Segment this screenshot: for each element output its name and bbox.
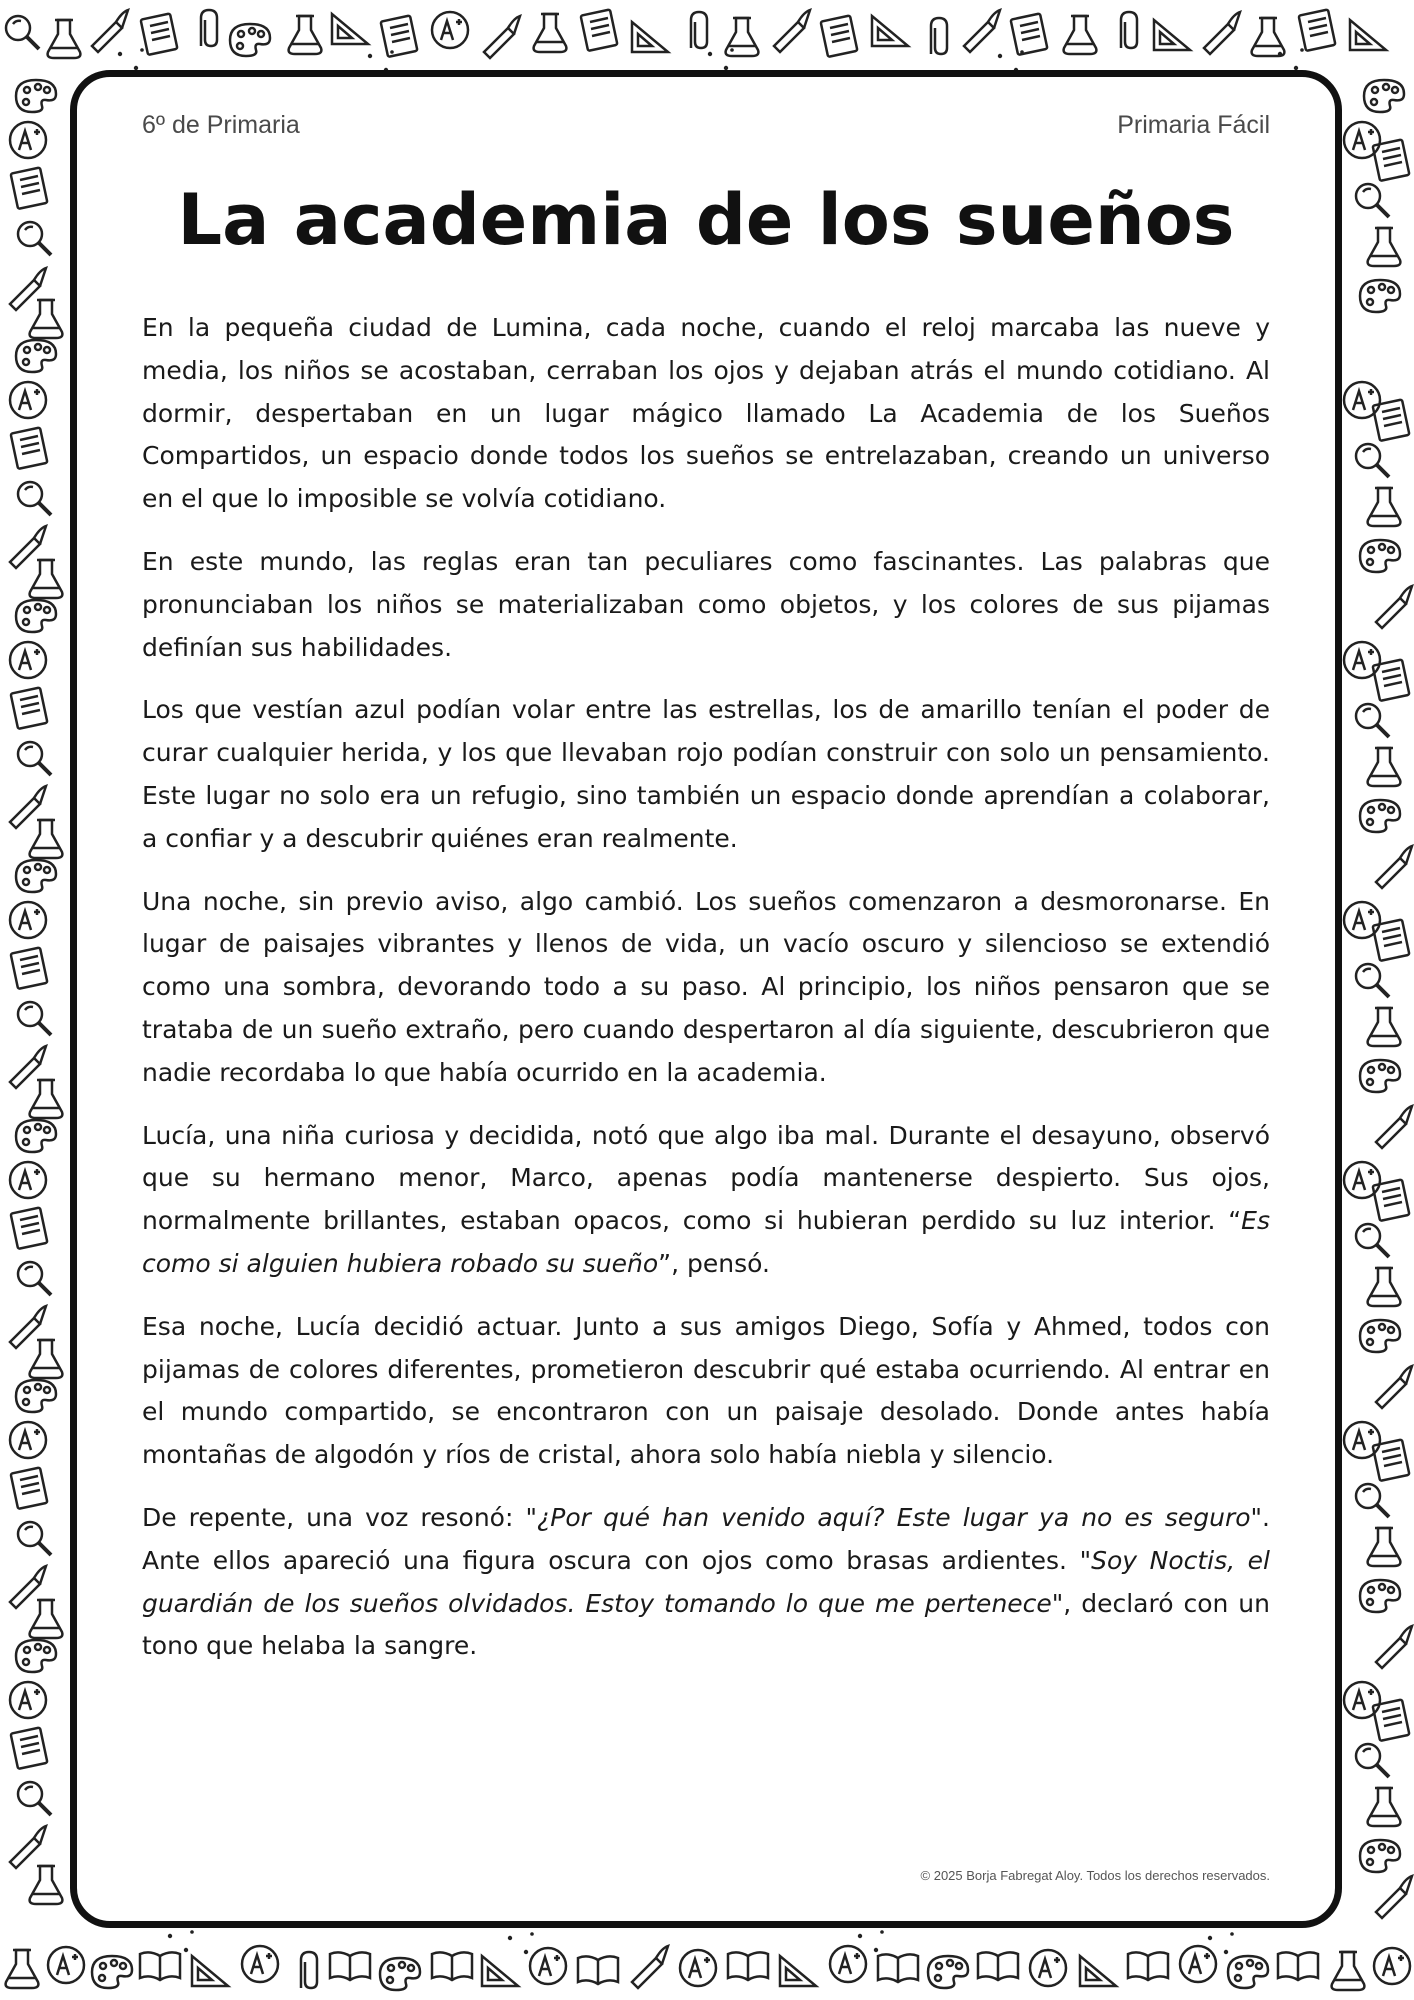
story-paragraph	[142, 881, 1270, 1095]
text-run: De repente, una voz resonó: "	[142, 1502, 537, 1532]
text-run: En la pequeña ciudad de Lumina, cada noche, cuando el reloj marcaba las nueve y media, los niños se acostaban, cerraban los ojos y dejaban atrás el mundo cotidiano. Al dormir, despertaban en un lugar mágico llamado La Academia de los Sueños Compartidos, un espacio donde todos los sueños se entrelazaban, creando un universo en el que lo imposible se volvía cotidiano.	[142, 313, 1270, 514]
text-run: En este mundo, las reglas eran tan peculiares como fascinantes. Las palabras que pronunciaban los niños se materializaban como objetos, y los colores de sus pijamas definían sus habilidades.	[142, 546, 1270, 662]
text-run: ", declaró con un tono que helaba la sangre.	[142, 1588, 1270, 1661]
text-run: ". Ante ellos apareció una figura oscura con ojos como brasas ardientes. "	[142, 1502, 1270, 1575]
story-paragraph	[142, 1306, 1270, 1477]
brand-label: Primaria Fácil	[1117, 111, 1270, 139]
story-paragraph	[142, 307, 1270, 521]
story-paragraph	[142, 1115, 1270, 1286]
story-paragraph	[142, 541, 1270, 669]
italic-quote: Soy Noctis, el guardián de los sueños olvidados. Estoy tomando lo que me pertenece	[142, 1545, 1270, 1618]
text-run: Una noche, sin previo aviso, algo cambió. Los sueños comenzaron a desmoronarse. En lugar de paisajes vibrantes y llenos de vida, un vacío oscuro y silencioso se extendió como una sombra, devorando todo a su paso. Al principio, los niños pensaron que se trataba de un sueño extraño, pero cuando despertaron al día siguiente, descubrieron que nadie recordaba lo que había ocurrido en la academia.	[142, 886, 1270, 1087]
copyright-footer: © 2025 Borja Fabregat Aloy. Todos los derechos reservados.	[920, 1868, 1270, 1883]
worksheet-card	[70, 70, 1342, 1928]
story-text	[142, 307, 1270, 1688]
text-run: Los que vestían azul podían volar entre las estrellas, los de amarillo tenían el poder de curar cualquier herida, y los que llevaban rojo podían construir con solo un pensamiento. Este lugar no solo era un refugio, sino también un espacio donde aprendían a colaborar, a confiar y a descubrir quiénes eran realmente.	[142, 695, 1270, 853]
text-run: Esa noche, Lucía decidió actuar. Junto a sus amigos Diego, Sofía y Ahmed, todos con pijamas de colores diferentes, prometieron descubrir qué estaba ocurriendo. Al entrar en el mundo compartido, se encontraron con un paisaje desolado. Donde antes había montañas de algodón y ríos de cristal, ahora solo había niebla y silencio.	[142, 1311, 1270, 1470]
text-run: Lucía, una niña curiosa y decidida, notó que algo iba mal. Durante el desayuno, observó que su hermano menor, Marco, apenas podía mantenerse despierto. Sus ojos, normalmente brillantes, estaban opacos, como si hubieran perdido su luz interior. “	[142, 1120, 1270, 1236]
text-run: ”, pensó.	[658, 1248, 770, 1278]
italic-quote: Es como si alguien hubiera robado su sueño	[142, 1206, 1270, 1278]
italic-quote: ¿Por qué han venido aquí? Este lugar ya no es seguro	[536, 1502, 1251, 1532]
story-paragraph	[142, 1497, 1270, 1668]
page-title: La academia de los sueños	[177, 179, 1235, 261]
story-paragraph	[142, 689, 1270, 860]
grade-label: 6º de Primaria	[142, 111, 300, 139]
